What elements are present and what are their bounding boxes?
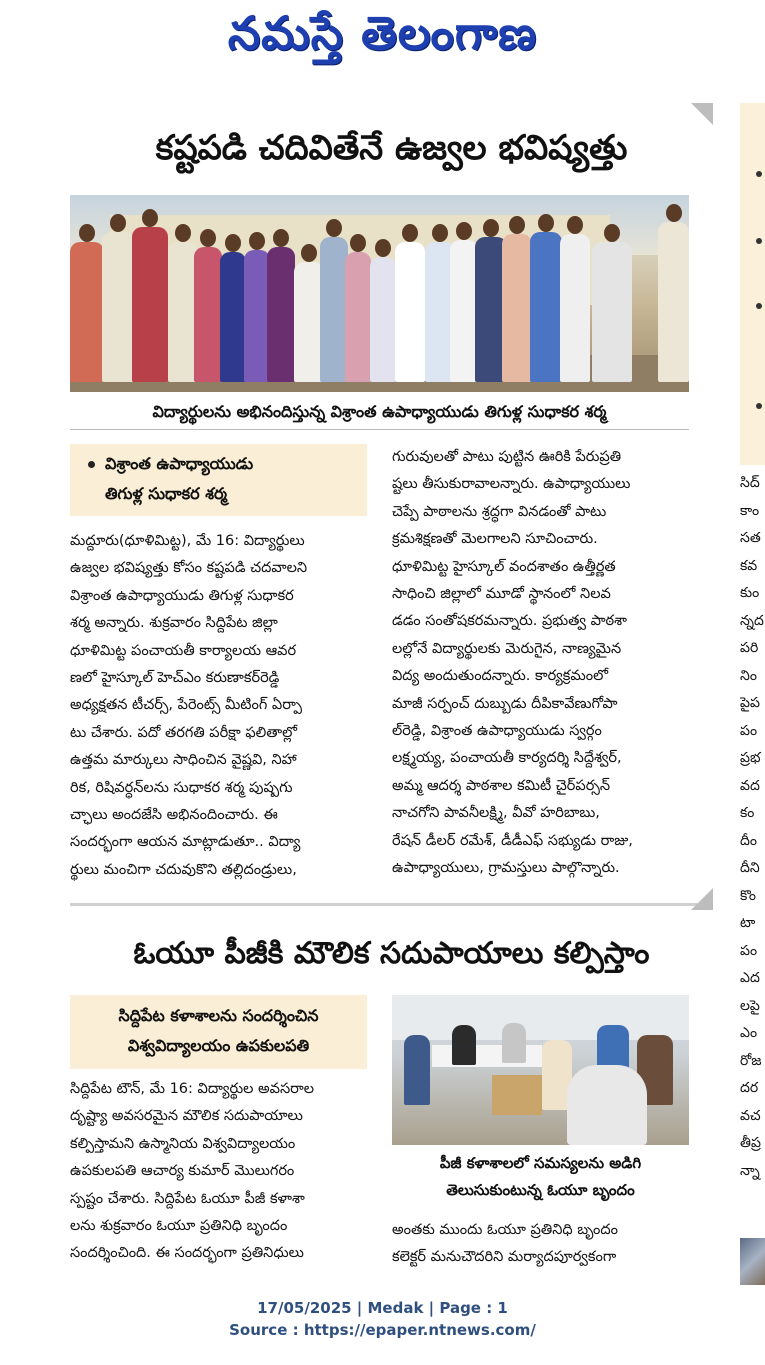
text-line: సాధించి జిల్లాలో మూడో స్థానంలో నిలవ xyxy=(392,586,611,603)
article1-subhead-line1: విశ్రాంత ఉపాధ్యాయుడు xyxy=(105,454,254,473)
text-fragment: కవ xyxy=(740,557,758,574)
text-line: సందర్భంగా ఆయన మాట్లాడుతూ.. విద్యా xyxy=(70,834,301,851)
article1-photo xyxy=(70,195,689,392)
text-fragment: పం xyxy=(740,722,758,739)
article2-subhead-box xyxy=(70,995,367,1069)
adjacent-article-strip xyxy=(740,103,765,1285)
text-fragment: దీని xyxy=(740,860,760,876)
text-line: అధ్యక్షతన టీచర్స్, పేరెంట్స్ మీటింగ్ ఏర్పా xyxy=(70,697,302,714)
article-divider xyxy=(70,903,713,906)
bullet-icon xyxy=(756,303,762,309)
text-fragment: న్నా xyxy=(740,1162,760,1179)
text-line: ఉపకులపతి ఆచార్య కుమార్ మొలుగరం xyxy=(70,1163,295,1180)
text-line: లక్ష్మయ్య, పంచాయతీ కార్యదర్శి సిద్దేశ్వర్, xyxy=(392,750,622,767)
masthead xyxy=(0,0,765,80)
text-line: మాజీ సర్పంచ్ దుబ్బుడు దీపికావేణుగోపా xyxy=(392,695,618,712)
text-line: స్పష్టం చేశారు. సిద్దిపేట ఓయూ పీజీ కళాశా xyxy=(70,1190,305,1207)
text-line: ల్‌రెడ్డి, విశ్రాంత ఉపాధ్యాయుడు స్వర్గం xyxy=(392,723,602,740)
newspaper-logo: నమస్తే తెలంగాణ xyxy=(227,6,538,60)
text-fragment: సిద్ xyxy=(740,475,760,491)
caption-line: తెలుసుకుంటున్న ఓయూ బృందం xyxy=(446,1181,635,1199)
text-fragment: కొం xyxy=(740,887,756,904)
footer-date-edition: 17/05/2025 | Medak | Page : 1 xyxy=(257,1299,508,1317)
text-line: కల్పిస్తామని ఉస్మానియ విశ్వవిద్యాలయం xyxy=(70,1135,296,1152)
article1-photo-caption: విద్యార్థులను అభినందిస్తున్న విశ్రాంత ఉపాధ్యాయుడు తిగుళ్ల సుధాకర శర్మ xyxy=(152,402,607,421)
text-line: డడం సంతోషకరమన్నారు. ప్రభుత్వ పాఠశా xyxy=(392,613,627,630)
text-line: సిద్దిపేట టౌన్, మే 16: విద్యార్థుల అవసరాల xyxy=(70,1081,315,1097)
text-fragment: వద xyxy=(740,777,760,794)
bullet-icon xyxy=(88,461,95,468)
text-fragment: పం xyxy=(740,942,758,959)
article1-column-2 xyxy=(392,444,689,883)
footer-source-link[interactable]: Source : https://epaper.ntnews.com/ xyxy=(229,1321,536,1339)
text-line: కలెక్టర్ మనుచౌదరిని మర్యాదపూర్వకంగా xyxy=(392,1249,617,1266)
bullet-icon xyxy=(756,403,762,409)
text-line: రేషన్ డీలర్ రమేశ్, డీడీఎఫ్ సభ్యుడు రాజు, xyxy=(392,832,633,849)
article2-photo xyxy=(392,995,689,1145)
article1-headline: కష్టపడి చదివితేనే ఉజ్వల భవిష్యత్తు xyxy=(155,128,628,168)
text-line: అంతకు ముందు ఓయూ ప్రతినిధి బృందం xyxy=(392,1222,618,1238)
text-fragment: లపై xyxy=(740,997,760,1014)
text-line: అమ్మ ఆదర్శ పాఠశాల కమిటీ చైర్‌పర్సన్ xyxy=(392,777,611,794)
text-fragment: కం xyxy=(740,805,755,821)
text-fragment: న్నద xyxy=(740,612,764,629)
text-line: ధూళిమిట్ట పంచాయతీ కార్యాలయ ఆవర xyxy=(70,642,297,659)
article2-headline: ఓయూ పీజీకి మౌలిక సదుపాయాలు కల్పిస్తాం xyxy=(133,936,650,971)
caption-line: పీజీ కళాశాలలో సమస్యలను అడిగి xyxy=(439,1154,642,1172)
text-fragment: ప్రభ xyxy=(740,750,761,766)
text-line: టు చేశారు. పదో తరగతి పరీక్షా ఫలితాల్లో xyxy=(70,724,298,741)
page-corner-fold xyxy=(691,103,713,125)
text-fragment: టా xyxy=(740,915,756,931)
text-line: దృష్ట్యా అవసరమైన మౌలిక సదుపాయాలు xyxy=(70,1108,303,1125)
article1-subhead-line2: తిగుళ్ల సుధాకర శర్మ xyxy=(105,484,228,503)
text-fragment: కుం xyxy=(740,585,760,601)
text-line: ఉజ్వల భవిష్యత్తు కోసం కష్టపడి చదవాలని xyxy=(70,560,308,577)
article1-subhead-box xyxy=(70,444,367,516)
text-fragment: దర xyxy=(740,1080,759,1096)
page-footer xyxy=(0,1297,765,1341)
text-line: గురువులతో పాటు పుట్టిన ఊరికి పేరుప్రతి xyxy=(392,449,622,465)
article2-photo-caption xyxy=(392,1150,689,1204)
text-line: సందర్శించింది. ఈ సందర్భంగా ప్రతినిధులు xyxy=(70,1245,304,1262)
text-line: శర్మ అన్నారు. శుక్రవారం సిద్దిపేట జిల్లా xyxy=(70,615,278,632)
text-line: లల్లోనే విద్యార్థులకు మెరుగైన, నాణ్యమైన xyxy=(392,640,622,657)
text-fragment: నిం xyxy=(740,667,757,684)
caption-rule xyxy=(70,429,689,430)
bullet-icon xyxy=(756,238,762,244)
text-line: చెప్పే పాఠాలను శ్రద్ధగా వినడంతో పాటు xyxy=(392,503,607,520)
text-line: మద్దూరు(ధూళిమిట్ట), మే 16: విద్యార్థులు xyxy=(70,533,305,549)
text-line: లను శుక్రవారం ఓయూ ప్రతినిధి బృందం xyxy=(70,1218,288,1235)
article2-subhead-line2: విశ్వవిద్యాలయం ఉపకులపతి xyxy=(127,1036,310,1055)
text-line: ఉపాధ్యాయులు, గ్రామస్తులు పాల్గొన్నారు. xyxy=(392,860,620,877)
article1-column-1 xyxy=(70,528,367,884)
text-fragment: పైప xyxy=(740,695,760,711)
bullet-icon xyxy=(756,171,762,177)
text-fragment: సత xyxy=(740,530,761,546)
text-fragment: తీప్ర xyxy=(740,1135,761,1151)
text-fragment: ఎద xyxy=(740,970,760,986)
text-fragment: పరి xyxy=(740,640,759,656)
text-fragment: ఎం xyxy=(740,1025,758,1041)
text-line: ణలో హైస్కూల్ హెచ్‌ఎం కరుణాకర్‌రెడ్డి xyxy=(70,670,280,687)
text-fragment: వచ xyxy=(740,1107,761,1124)
text-fragment: కాం xyxy=(740,502,760,519)
page-corner-fold xyxy=(691,888,713,910)
text-line: క్రమశిక్షణతో మెలగాలని సూచించారు. xyxy=(392,531,598,548)
text-line: చ్ఛాలు అందజేసి అభినందించారు. ఈ xyxy=(70,807,278,824)
text-fragment: రోజ xyxy=(740,1052,762,1069)
news-clipping xyxy=(70,103,713,1285)
text-line: రిక, రిషివర్ధన్‌లను సుధాకర శర్మ పుష్పగు xyxy=(70,779,293,796)
text-line: ధూళిమిట్ట హైస్కూల్ వందశాతం ఉత్తీర్ణత xyxy=(392,558,616,575)
text-line: ఉత్తమ మార్కులు సాధించిన వైష్ణవి, నిహా xyxy=(70,752,297,769)
text-line: ర్థులు మంచిగా చదువుకొని తల్లిదండ్రులు, xyxy=(70,861,297,878)
adjacent-photo xyxy=(740,1238,765,1285)
strip-fragments xyxy=(740,470,764,1185)
text-line: నాచగోని పావనీలక్ష్మి, వీవో హరిబాబు, xyxy=(392,805,600,822)
article2-column-2 xyxy=(392,1217,689,1272)
text-line: ష్టలు తీసుకురావాలన్నారు. ఉపాధ్యాయులు xyxy=(392,476,631,493)
article2-column-1 xyxy=(70,1076,367,1268)
text-fragment: దీం xyxy=(740,832,757,849)
text-line: విద్య అందుతుందన్నారు. కార్యక్రమంలో xyxy=(392,668,608,685)
article2-subhead-line1: సిద్దిపేట కళాశాలను సందర్శించిన xyxy=(118,1006,319,1025)
text-line: విశ్రాంత ఉపాధ్యాయుడు తిగుళ్ల సుధాకర xyxy=(70,587,294,604)
